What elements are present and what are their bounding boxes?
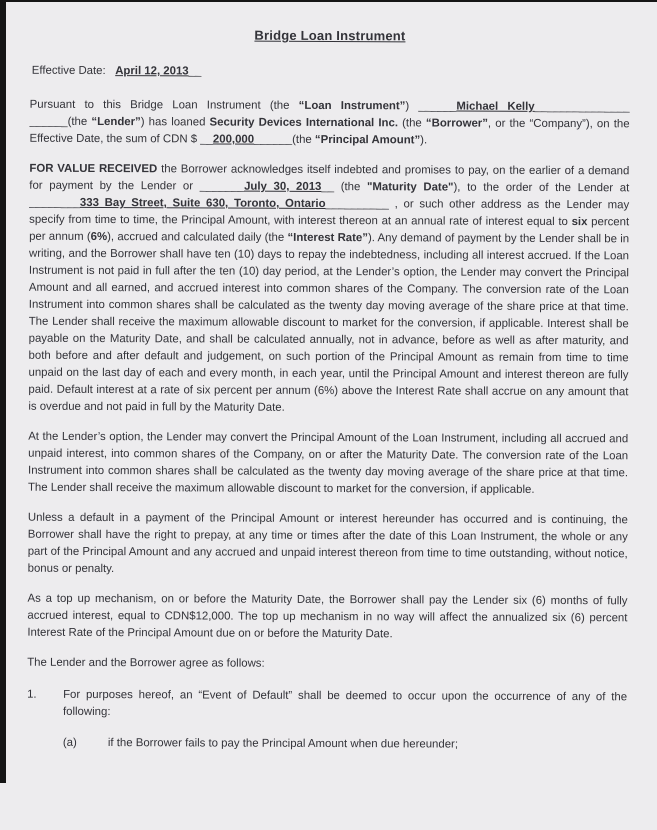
body-text-run: (the [67, 115, 92, 128]
sub-item-text [108, 735, 627, 754]
body-text-run: , or such other address as the Lender may specify from time to time, the Principal Amount, with interest thereon at an annual rate of interest equal to [29, 198, 630, 229]
filled-field-text: 333 Bay Street, Suite 630, Toronto, Ontario [79, 196, 326, 210]
for-value-received-paragraph [28, 161, 629, 419]
body-text-run: Unless a default in a payment of the Principal Amount or interest hereunder has occurred and is continuing, the Borrower shall have the right to prepay, at any time or times after the date of this Loan Instrument, the whole or any part of the Principal Amount and any accrued and unpaid interest thereon from time to time outstanding, without notice, bonus or penalty. [27, 511, 628, 576]
effective-date-value: April 12, 2013 [115, 65, 189, 78]
filled-field-text: Security Devices International Inc. [209, 116, 399, 130]
body-text-run: Pursuant to this Bridge Loan Instrument (the [29, 98, 299, 112]
body-text-run: __________ [325, 197, 389, 211]
filled-field-text: six [571, 216, 588, 229]
body-text-run: For purposes hereof, an “Event of Default” shall be deemed to occur upon the occurrence of any of the following: [62, 688, 628, 719]
body-text-run: At the Lender’s option, the Lender may convert the Principal Amount of the Loan Instrument, including all accrued and unpaid interest, into common shares of the Company, on or after the Maturity Date. The conversion rate of the Loan Instrument into common shares shall be calculated as the twenty day moving average of the share price at that time. The Lender shall receive the maximum allowable discount to market for the conversion, if applicable. [27, 430, 629, 496]
body-text-run: (the [334, 181, 368, 194]
filled-field-text: Michael Kelly [456, 100, 535, 113]
body-text-run: ______ [254, 133, 293, 146]
filled-field-text: “Loan Instrument” [298, 99, 406, 113]
body-text-run: (the [397, 117, 426, 130]
intro-paragraph [29, 97, 629, 151]
body-text-run: (the [292, 133, 315, 146]
body-text-run: ), accrued and calculated daily (the [107, 231, 288, 244]
body-text-run: __ [200, 133, 213, 146]
body-text-run: ) has loaned [140, 116, 210, 129]
effective-date-blank: __ [188, 65, 202, 78]
filled-field-text: “Principal Amount” [314, 133, 421, 147]
body-text-run: the Borrower acknowledges itself indebted and promises to pay, on the earlier of a demand for payment by the Lender or [29, 163, 630, 193]
filled-field-text: 200,000 [212, 133, 255, 146]
paragraphs [27, 97, 630, 675]
item-number: 1. [27, 688, 37, 701]
body-text-run: ). [420, 134, 428, 147]
body-text-run: The Lender and the Borrower agree as follows: [27, 656, 265, 670]
body-text-run: ______ [418, 100, 457, 113]
body-text-run: _______________ ______ [29, 100, 630, 128]
prepayment-paragraph [28, 510, 628, 581]
filled-field-text: “Interest Rate” [287, 231, 369, 245]
effective-date-label: Effective Date: [31, 64, 106, 78]
body-text-run: _______ [199, 180, 245, 193]
filled-field-text: “Borrower” [425, 117, 488, 130]
scan-edge-top [0, 0, 657, 2]
body-text-run: ), to the order of the Lender at [453, 181, 630, 195]
effective-date-line [32, 65, 630, 80]
body-text-run: ) [405, 100, 419, 113]
top-up-paragraph [27, 591, 627, 645]
document-title: Bridge Loan Instrument [254, 27, 406, 44]
body-text-run: __ [321, 180, 335, 194]
body-text-run: if the Borrower fails to pay the Principal Amount when due hereunder; [107, 737, 459, 751]
body-text-run: ). Any demand of payment by the Lender shall be in writing, and the Borrower shall have ten (10) days to repay the indebtedness, including all interest accrued. If the Loan Instrument is not paid in full after the ten (10) day period, at the Lender’s option, the Lender may convert the Principal Amount and all earned, and accrued interest into common shares of the Company. The conversion rate of the Loan Instrument into common shares shall be calculated as the twenty day moving average of the share price at that time. The Lender shall receive the maximum allowable discount to market for the conversion, if applicable. Interest shall be payable on the Maturity Date, and shall be calculated annually, not in advance, before as well as after maturity, and both before and after default and judgement, on such portion of the Principal Amount as remain from time to time unpaid on the last day of each and every month, in each year, until the Principal Amount and interest thereon are fully paid. Default interest at a rate of six percent per annum (6%) above the Interest Rate shall accrue on any amount that is overdue and not paid in full by the Maturity Date. [28, 232, 630, 414]
scan-edge-left [0, 0, 6, 783]
filled-field-text: “Lender” [91, 115, 141, 129]
item-text [63, 687, 627, 723]
body-text-run: As a top up mechanism, on or before the Maturity Date, the Borrower shall pay the Lender six (6) months of fully accrued interest, equal to CDN$12,000. The top up mechanism in no way will affect the annualized six (6) percent Interest Rate of the Principal Amount due on or before the Maturity Date. [27, 592, 628, 641]
filled-field-text: July 30, 2013 [244, 180, 322, 193]
numbered-list [27, 687, 627, 755]
body-text-run: percent per annum ( [29, 216, 630, 243]
numbered-item [27, 687, 627, 724]
sub-item-marker: (a) [62, 736, 77, 749]
agreement-lead-in [27, 655, 627, 675]
document-content [27, 27, 630, 755]
conversion-option-paragraph [28, 429, 628, 500]
filled-field-text: 6% [90, 230, 108, 244]
sub-item [63, 735, 627, 754]
filled-field-text: "Maturity Date" [366, 181, 454, 194]
body-text-run: ________ [29, 196, 80, 209]
filled-field-text: FOR VALUE RECEIVED [29, 162, 158, 176]
body-text-run: , or the “Company”), on the Effective Date, the sum of CDN $ [29, 117, 630, 146]
